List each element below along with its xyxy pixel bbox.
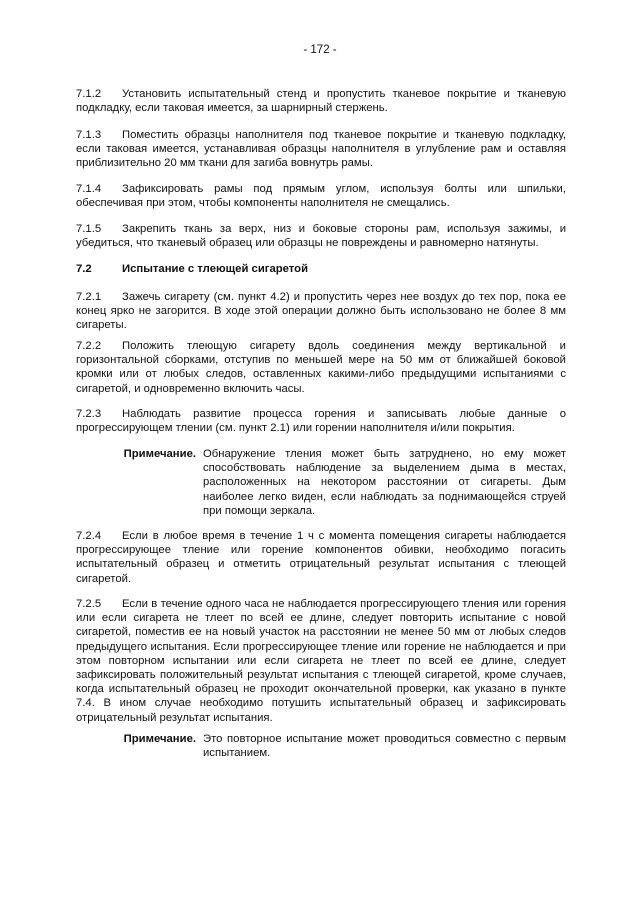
clause-number: 7.2.4 xyxy=(76,530,102,542)
section-heading-7-2 xyxy=(76,262,566,276)
clause-number: 7.1.2 xyxy=(76,88,102,100)
clause-text: Наблюдать развитие процесса горения и записывать любые данные о прогрессирующем тлении (см. пункт 2.1) или горении наполнителя и/или покрытия. xyxy=(76,408,566,435)
clause-number: 7.2.5 xyxy=(76,598,102,610)
paragraph-7-2-5 xyxy=(76,597,566,725)
clause-text: Если в любое время в течение 1 ч с момента помещения сигареты наблюдается прогрессирующее тление или горение компонентов обивки, необходимо погасить испытательный образец и отметить отрицательный результат испытания с тлеющей сигаретой. xyxy=(76,530,566,585)
page-number: - 172 - xyxy=(303,44,337,56)
clause-text: Закрепить ткань за верх, низ и боковые стороны рам, используя зажимы, и убедиться, что тканевый образец или образцы не повреждены и равномерно натянуты. xyxy=(76,223,566,250)
heading-text: Испытание с тлеющей сигаретой xyxy=(122,263,309,275)
paragraph-7-2-2 xyxy=(76,339,566,396)
paragraph-7-2-3 xyxy=(76,407,566,435)
clause-text: Положить тлеющую сигарету вдоль соединения между вертикальной и горизонтальной сборками, отступив по меньшей мере на 50 мм от ближайшей боковой кромки или от любых следов, оставленных какими-либо предыдущими испытаниями с сигаретой, и одновременно включить часы. xyxy=(76,340,566,395)
clause-text: Установить испытательный стенд и пропустить тканевое покрытие и тканевую подкладку, если таковая имеется, за шарнирный стержень. xyxy=(76,88,566,115)
clause-number: 7.2.3 xyxy=(76,408,102,420)
note-label: Примечание. xyxy=(123,733,196,745)
heading-number: 7.2 xyxy=(76,263,92,275)
clause-number: 7.1.5 xyxy=(76,223,102,235)
clause-number: 7.2.2 xyxy=(76,340,102,352)
note-text: Обнаружение тления может быть затруднено, но ему может способствовать наблюдение за выделением дыма в местах, расположенных на некотором расстоянии от сигареты. Дым наиболее легко виден, если наблюдать за поднимающейся струей при помощи зеркала. xyxy=(203,448,566,517)
clause-text: Зафиксировать рамы под прямым углом, используя болты или шпильки, обеспечивая при этом, чтобы компоненты наполнителя не смещались. xyxy=(76,183,566,210)
clause-text: Зажечь сигарету (см. пункт 4.2) и пропустить через нее воздух до тех пор, пока ее конец ярко не загорится. В ходе этой операции должно быть использовано не более 8 мм сигареты. xyxy=(76,291,566,332)
paragraph-7-1-4 xyxy=(76,182,566,210)
paragraph-7-1-5 xyxy=(76,222,566,250)
note-text: Это повторное испытание может проводиться совместно с первым испытанием. xyxy=(203,733,566,760)
clause-number: 7.1.3 xyxy=(76,129,102,141)
note-block-1 xyxy=(76,447,566,518)
clause-number: 7.2.1 xyxy=(76,291,102,303)
paragraph-7-2-4 xyxy=(76,529,566,586)
clause-number: 7.1.4 xyxy=(76,183,102,195)
clause-text: Поместить образцы наполнителя под тканевое покрытие и тканевую подкладку, если таковая имеется, устанавливая образцы наполнителя в углубление рам и оставляя приблизительно 20 мм ткани для загиба вовнутрь рамы. xyxy=(76,129,566,170)
paragraph-7-1-2 xyxy=(76,87,566,115)
paragraph-7-1-3 xyxy=(76,128,566,171)
clause-text: Если в течение одного часа не наблюдается прогрессирующего тления или горения или если сигарета не тлеет по всей ее длине, следует повторить испытание с новой сигаретой, поместив ее на новый участок на расстоянии не менее 50 мм от любых следов предыдущего испытания. Если прогрессирующее тление или горение не наблюдается и при этом повторном испытании или если сигарета не тлеет по всей ее длине, следует зафиксировать положительный результат испытания с тлеющей сигаретой, кроме случаев, когда испытательный образец не проходит окончательной проверки, как указано в пункте 7.4. В ином случае необходимо потушить испытательный образец и зафиксировать отрицательный результат испытания. xyxy=(76,598,566,724)
note-block-2 xyxy=(76,732,566,760)
paragraph-7-2-1 xyxy=(76,290,566,333)
note-label: Примечание. xyxy=(123,448,196,460)
